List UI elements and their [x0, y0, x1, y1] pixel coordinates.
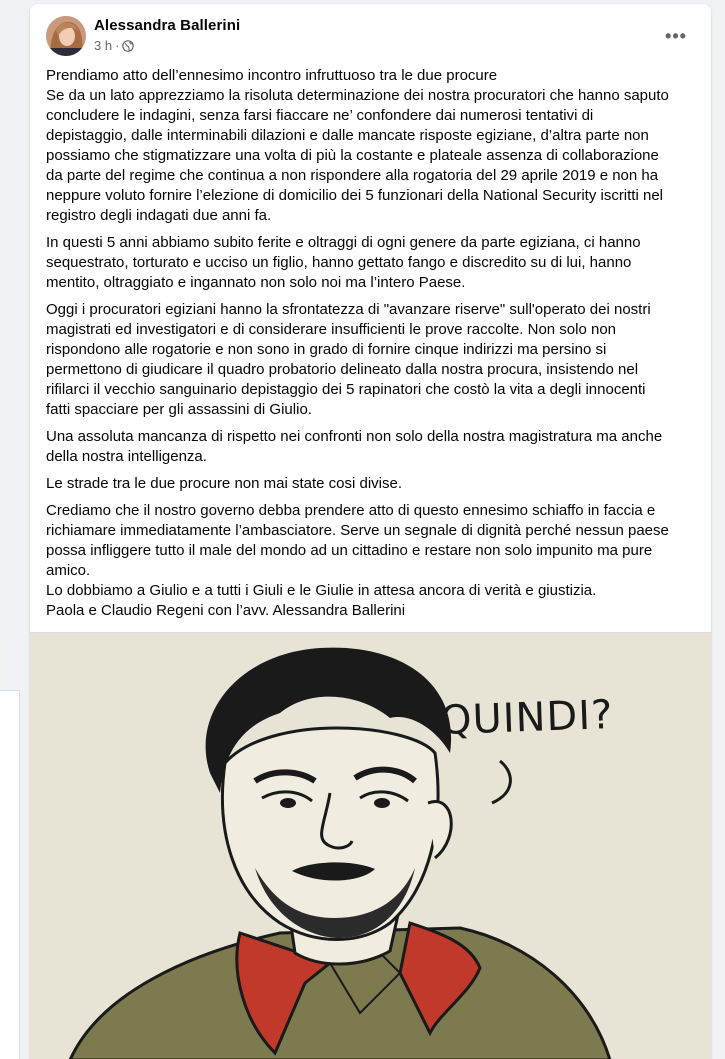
meta-separator: · [115, 38, 120, 53]
text-line: magistrati ed investigatori e di considerare insufficienti le prove raccolte. Non solo non [46, 321, 617, 338]
text-line: Le strade tra le due procure non mai state cosi divise. [46, 475, 403, 492]
text-line: rispondono alle rogatorie e non sono in grado di fornire cinque indirizzi ma persino si [46, 341, 607, 358]
speech-text: QUINDI? [439, 691, 615, 745]
text-line: Crediamo che il nostro governo debba prendere atto di questo ennesimo schiaffo in faccia e [46, 502, 656, 519]
text-line: possiamo che stigmatizzare una volta di più la costante e plateale assenza di collaborazione [46, 147, 659, 164]
post-text [46, 66, 701, 628]
text-line: depistaggio, dalle interminabili dilazioni e dalle mancate risposte egiziane, d’altra parte non [46, 127, 649, 144]
author-name[interactable]: Alessandra Ballerini [94, 17, 241, 34]
post-paragraph-5 [46, 474, 701, 494]
text-line: mentito, oltraggiato e ingannato non solo noi ma l’intero Paese. [46, 274, 466, 291]
text-line: neppure voluto fornire l’elezione di domicilio dei 5 funzionari della National Security iscritti nel [46, 187, 663, 204]
post-time[interactable]: 3 h [94, 38, 113, 53]
post-paragraph-6 [46, 501, 701, 621]
post-paragraph-3 [46, 300, 701, 420]
text-line: Lo dobbiamo a Giulio e a tutti i Giuli e le Giulie in attesa ancora di verità e giustizia. [46, 582, 597, 599]
globe-icon[interactable] [122, 40, 134, 52]
text-line: permettono di giudicare il quadro probatorio delineato dalla nostra procura, insistendo nel [46, 361, 639, 378]
text-line: possa infliggere tutto il male del mondo ad un cittadino e restare non solo impunito ma pure [46, 542, 653, 559]
text-line: della nostra intelligenza. [46, 448, 207, 465]
more-options-button[interactable]: ••• [665, 25, 687, 46]
text-line: rifilarci il vecchio sanguinario depistaggio dei 5 rapinatori che costò la vita a degli innocenti [46, 381, 646, 398]
text-line: amico. [46, 562, 91, 579]
text-line: Paola e Claudio Regeni con l’avv. Alessandra Ballerini [46, 602, 406, 619]
text-line: fatti spacciare per gli assassini di Giulio. [46, 401, 312, 418]
post-paragraph-1 [46, 66, 701, 226]
text-line: da parte del regime che continua a non rispondere alla rogatoria del 29 aprile 2019 e non ha [46, 167, 659, 184]
post-image[interactable] [30, 632, 711, 1059]
text-line: registro degli indagati due anni fa. [46, 207, 272, 224]
post-meta [94, 38, 134, 53]
adjacent-panel [0, 690, 20, 1059]
text-line: In questi 5 anni abbiamo subito ferite e oltraggi di ogni genere da parte egiziana, ci hanno [46, 234, 641, 251]
text-line: Una assoluta mancanza di rispetto nei confronti non solo della nostra magistratura ma anche [46, 428, 663, 445]
post-paragraph-2 [46, 233, 701, 293]
post-card [30, 4, 711, 1059]
text-line: sequestrato, torturato e ucciso un figlio, hanno gettato fango e discredito su di lui, hanno [46, 254, 632, 271]
post-header [30, 4, 711, 64]
text-line: Oggi i procuratori egiziani hanno la sfrontatezza di "avanzare riserve" sull'operato dei nostri [46, 301, 651, 318]
text-line: Prendiamo atto dell’ennesimo incontro infruttuoso tra le due procure [46, 67, 498, 84]
text-line: richiamare immediatamente l’ambasciatore. Serve un segnale di dignità perché nessun paese [46, 522, 669, 539]
avatar[interactable] [46, 16, 86, 56]
post-paragraph-4 [46, 427, 701, 467]
text-line: Se da un lato apprezziamo la risoluta determinazione dei nostra procuratori che hanno saputo [46, 87, 669, 104]
text-line: concludere le indagini, senza farsi fiaccare ne’ confondere dai numerosi tentativi di [46, 107, 594, 124]
